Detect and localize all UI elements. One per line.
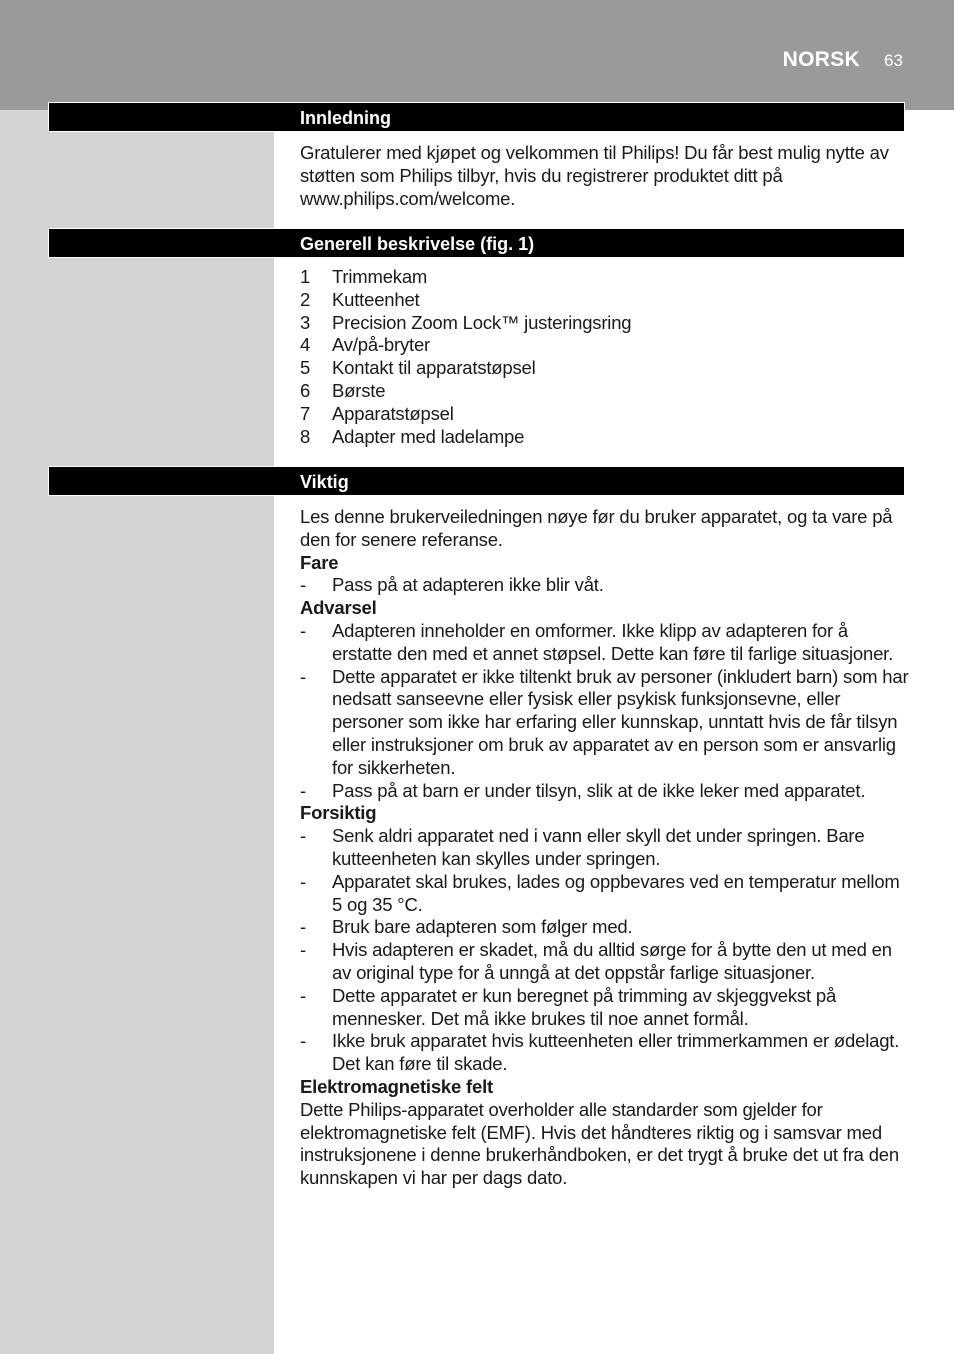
list-item: - Hvis adapteren er skadet, må du alltid sørge for å bytte den ut med en av original type for å unngå at det oppstår farlige situasjoner. bbox=[300, 939, 892, 983]
item-number: 5 bbox=[300, 357, 311, 379]
warning-heading: Advarsel bbox=[300, 597, 377, 619]
section-heading-important: Viktig bbox=[300, 472, 349, 492]
list-item bbox=[300, 266, 910, 289]
item-label: Apparatstøpsel bbox=[332, 402, 454, 424]
item-text: Ikke bruk apparatet hvis kutteenheten eller trimmerkammen er ødelagt. Det kan føre til skade. bbox=[332, 1030, 900, 1075]
item-text: Apparatet skal brukes, lades og oppbevares ved en temperatur mellom 5 og 35 °C. bbox=[332, 870, 900, 915]
intro-paragraph: Gratulerer med kjøpet og velkommen til Philips! Du får best mulig nytte av støtten som Philips tilbyr, hvis du registrerer produktet ditt på www.philips.com/welcome. bbox=[300, 142, 889, 209]
description-list bbox=[300, 266, 910, 448]
list-item: - Bruk bare adapteren som følger med. bbox=[300, 916, 633, 938]
list-item: - Senk aldri apparatet ned i vann eller skyll det under springen. Bare kutteenheten kan skylles under springen. bbox=[300, 825, 865, 869]
list-item: - Apparatet skal brukes, lades og oppbevares ved en temperatur mellom 5 og 35 °C. bbox=[300, 870, 900, 915]
caution-heading: Forsiktig bbox=[300, 802, 377, 824]
list-item: - Pass på at adapteren ikke blir våt. bbox=[300, 574, 604, 596]
item-text: Dette apparatet er kun beregnet på trimming av skjeggvekst på mennesker. Det må ikke brukes til noe annet formål. bbox=[332, 984, 837, 1029]
item-number: 7 bbox=[300, 402, 311, 424]
left-margin-column bbox=[0, 110, 274, 1354]
item-label: Kutteenhet bbox=[332, 288, 420, 310]
item-text: Bruk bare adapteren som følger med. bbox=[332, 916, 633, 938]
section-bar-important bbox=[48, 466, 905, 496]
list-item: - Dette apparatet er ikke tiltenkt bruk av personer (inkludert barn) som har nedsatt sanseevne eller fysisk eller psykisk funksjonsevne, eller personer som ikke har erfaring eller kunnskap, unntatt hvis de får tilsyn eller instruksjoner om bruk av apparatet av en person som er ansvarlig for sikkerheten. bbox=[300, 665, 909, 778]
item-number: 1 bbox=[300, 266, 311, 287]
list-item bbox=[300, 380, 910, 403]
list-item bbox=[300, 289, 910, 312]
important-section bbox=[300, 506, 910, 1190]
list-item bbox=[300, 334, 910, 357]
list-item: - Ikke bruk apparatet hvis kutteenheten eller trimmerkammen er ødelagt. Det kan føre til skade. bbox=[300, 1030, 900, 1075]
emf-paragraph: Dette Philips-apparatet overholder alle standarder som gjelder for elektromagnetiske felt (EMF). Hvis det håndteres riktig og i samsvar med instruksjonene i denne brukerhåndboken, er det trygt å bruke det ut fra den kunnskapen vi har per dags dato. bbox=[300, 1098, 899, 1189]
item-text: Pass på at adapteren ikke blir våt. bbox=[332, 574, 604, 596]
item-label: Børste bbox=[332, 379, 386, 401]
emf-heading: Elektromagnetiske felt bbox=[300, 1075, 494, 1097]
item-number: 8 bbox=[300, 425, 311, 447]
section-heading-intro: Innledning bbox=[300, 108, 391, 128]
item-number: 2 bbox=[300, 288, 311, 310]
list-item: - Pass på at barn er under tilsyn, slik at de ikke leker med apparatet. bbox=[300, 779, 866, 801]
list-item bbox=[300, 357, 910, 380]
item-text: Hvis adapteren er skadet, må du alltid sørge for å bytte den ut med en av original type for å unngå at det oppstår farlige situasjoner. bbox=[332, 939, 892, 983]
item-number: 6 bbox=[300, 379, 311, 401]
item-text: Pass på at barn er under tilsyn, slik at de ikke leker med apparatet. bbox=[332, 779, 866, 801]
item-label: Kontakt til apparatstøpsel bbox=[332, 357, 536, 379]
item-text: Dette apparatet er ikke tiltenkt bruk av personer (inkludert barn) som har nedsatt sanseevne eller fysisk eller psykisk funksjonsevne, eller personer som ikke har erfaring eller kunnskap, unntatt hvis de får tilsyn eller instruksjoner om bruk av apparatet av en person som er ansvarlig for sikkerheten. bbox=[332, 665, 909, 778]
danger-heading: Fare bbox=[300, 551, 339, 573]
list-item: - Adapteren inneholder en omformer. Ikke klipp av adapteren for å erstatte den med et annet støpsel. Dette kan føre til farlige situasjoner. bbox=[300, 619, 894, 664]
list-item bbox=[300, 403, 910, 426]
item-label: Trimmekam bbox=[332, 266, 428, 287]
section-heading-description: Generell beskrivelse (fig. 1) bbox=[300, 234, 535, 254]
intro-section bbox=[300, 142, 910, 210]
item-label: Adapter med ladelampe bbox=[332, 425, 525, 447]
item-number: 3 bbox=[300, 311, 311, 333]
list-item: - Dette apparatet er kun beregnet på trimming av skjeggvekst på mennesker. Det må ikke brukes til noe annet formål. bbox=[300, 984, 837, 1029]
important-intro: Les denne brukerveiledningen nøye før du bruker apparatet, og ta vare på den for senere referanse. bbox=[300, 506, 893, 550]
section-bar-description bbox=[48, 228, 905, 258]
item-label: Precision Zoom Lock™ justeringsring bbox=[332, 311, 632, 333]
item-text: Adapteren inneholder en omformer. Ikke klipp av adapteren for å erstatte den med et annet støpsel. Dette kan føre til farlige situasjoner. bbox=[332, 619, 894, 664]
section-bar-intro bbox=[48, 102, 905, 132]
page-number: 63 bbox=[884, 51, 903, 70]
item-text: Senk aldri apparatet ned i vann eller skyll det under springen. Bare kutteenheten kan skylles under springen. bbox=[332, 825, 865, 869]
list-item bbox=[300, 426, 910, 449]
list-item bbox=[300, 312, 910, 335]
language-label: NORSK bbox=[782, 48, 860, 71]
item-number: 4 bbox=[300, 334, 311, 356]
item-label: Av/på-bryter bbox=[332, 334, 431, 356]
